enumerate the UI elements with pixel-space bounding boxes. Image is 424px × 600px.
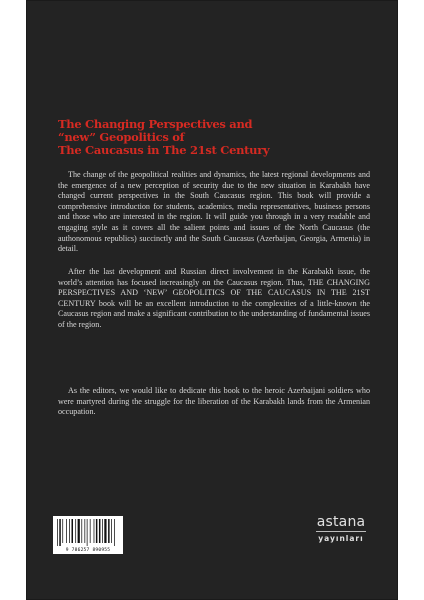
barcode-bar: [66, 519, 67, 543]
barcode-bar: [96, 519, 98, 543]
barcode-bar: [111, 519, 112, 543]
barcode-bar: [72, 519, 74, 543]
title-line-2: “new” Geopolitics of: [58, 130, 185, 144]
barcode-icon: [56, 519, 120, 546]
barcode-bar: [78, 519, 80, 543]
publisher-logo: [310, 515, 372, 543]
barcode-bar: [75, 519, 76, 543]
publisher-subtitle: yayınları: [318, 534, 364, 543]
barcode-bar: [114, 519, 115, 546]
title-line-1: The Changing Perspectives and: [58, 117, 253, 131]
blurb-paragraph-1: The change of the geopolitical realities and dynamics, the latest regional developments and the emergence of a new perception of security due to the new situation in Karabakh have changed current perspectives in the South Caucasus region. This book will provide a comprehensive introduction for students, academics, media representatives, business persons and those who are interested in the region. It will guide you through in a very readable and engaging style as it covers all the salient points and issues of the North Caucasus (the authonomous republics) succinctly and the South Caucasus (Azerbaijan, Georgia, Armenia) in detail.: [58, 170, 370, 254]
isbn-barcode: [53, 516, 123, 554]
barcode-bar: [69, 519, 70, 543]
barcode-bar: [104, 519, 106, 543]
book-title: [58, 118, 378, 157]
blurb-paragraph-3: As the editors, we would like to dedicate this book to the heroic Azerbaijani soldiers who were martyred during the struggle for the liberation of the Karabakh lands from the Armenian occupation.: [58, 386, 370, 417]
barcode-bar: [84, 519, 85, 543]
barcode-bar: [62, 519, 63, 543]
barcode-bar: [99, 519, 101, 543]
barcode-bar: [90, 519, 91, 543]
title-line-3: The Caucasus in The 21st Century: [58, 143, 270, 157]
barcode-bar: [102, 519, 103, 543]
blurb-paragraph-2: After the last development and Russian direct involvement in the Karabakh issue, the world’s attention has focused increasingly on the Caucasus region. Thus, THE CHANGING PERSPECTIVES AND ‘NEW’ GEOPOLITICS OF THE CAUCASUS IN THE 21ST CENTURY book will be an excellent introduction to the complexities of a little-known the Caucasus region and make a significant contribution to the understanding of fundamental issues of the region.: [58, 267, 370, 329]
barcode-bar: [108, 519, 110, 543]
barcode-bar: [57, 519, 58, 546]
barcode-bar: [87, 519, 88, 546]
barcode-bar: [94, 519, 95, 543]
barcode-bar: [81, 519, 82, 543]
barcode-bar: [59, 519, 61, 546]
publisher-name: astana: [316, 514, 366, 530]
publisher-divider: [316, 531, 366, 532]
barcode-number: 9 786257 890955: [65, 548, 111, 553]
